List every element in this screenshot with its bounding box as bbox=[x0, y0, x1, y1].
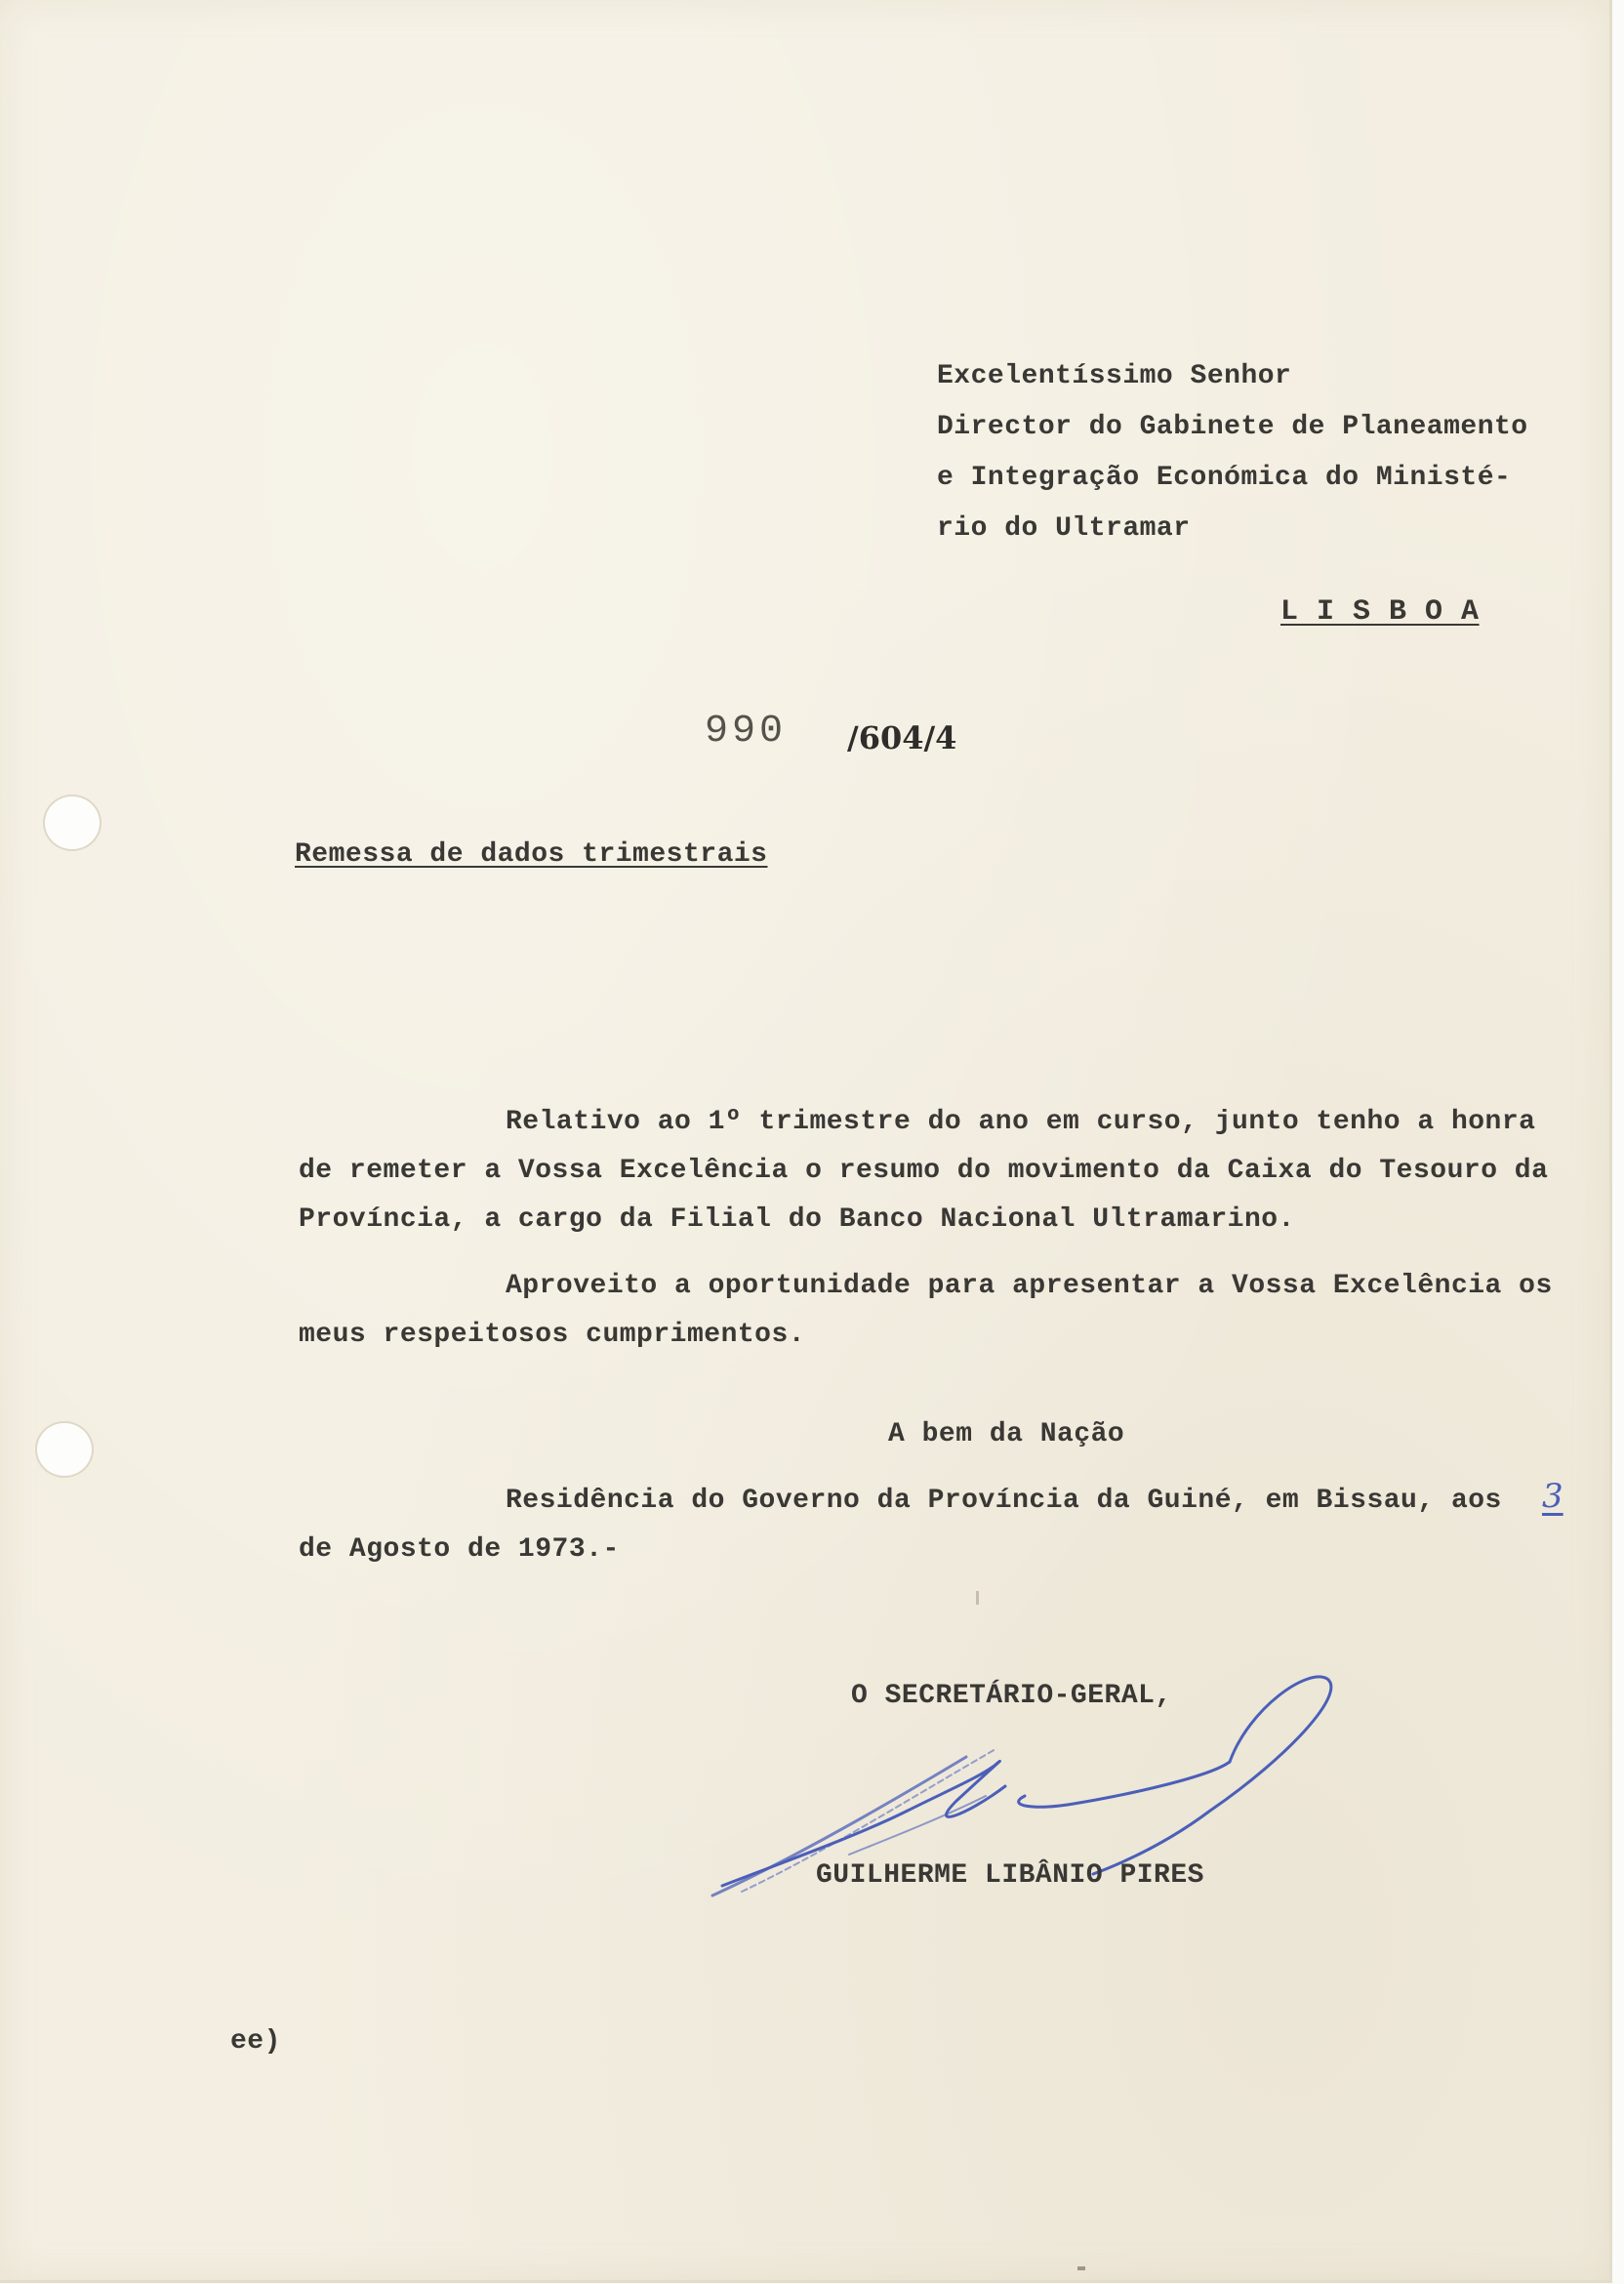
addressee-line-1: Excelentíssimo Senhor bbox=[937, 361, 1292, 391]
closing-place-line-1: Residência do Governo da Província da Guiné, em Bissau, aos bbox=[506, 1486, 1502, 1516]
reference-number: 990 bbox=[705, 710, 788, 754]
subject-heading: Remessa de dados trimestrais bbox=[295, 839, 768, 870]
reference-suffix: /604/4 bbox=[847, 719, 957, 756]
closing-salutation: A bem da Nação bbox=[888, 1419, 1125, 1449]
punch-hole-lower bbox=[37, 1423, 92, 1476]
signature-name: GUILHERME LIBÂNIO PIRES bbox=[816, 1860, 1204, 1891]
body-p2-line-1: Aproveito a oportunidade para apresentar a Vossa Excelência os bbox=[506, 1271, 1553, 1301]
closing-place-line-2: de Agosto de 1973.- bbox=[299, 1534, 620, 1565]
punch-hole-upper bbox=[45, 796, 100, 849]
body-p1-line-1: Relativo ao 1º trimestre do ano em curso, junto tenho a honra bbox=[506, 1107, 1536, 1137]
body-p1-line-2: de remeter a Vossa Excelência o resumo do movimento da Caixa do Tesouro da bbox=[299, 1156, 1549, 1186]
footer-initials: ee) bbox=[230, 2026, 281, 2057]
addressee-line-3: e Integração Económica do Ministé- bbox=[937, 463, 1512, 493]
stray-mark bbox=[976, 1591, 979, 1605]
body-p2-line-2: meus respeitosos cumprimentos. bbox=[299, 1320, 806, 1350]
addressee-city: L I S B O A bbox=[1280, 595, 1480, 629]
closing-day-handwritten: 3 bbox=[1542, 1477, 1563, 1516]
addressee-line-2: Director do Gabinete de Planeamento bbox=[937, 412, 1528, 442]
body-p1-line-3: Província, a cargo da Filial do Banco Nacional Ultramarino. bbox=[299, 1204, 1295, 1235]
signature-title: O SECRETÁRIO-GERAL, bbox=[851, 1681, 1172, 1711]
stray-mark-bottom bbox=[1077, 2266, 1085, 2270]
addressee-line-4: rio do Ultramar bbox=[937, 513, 1191, 544]
